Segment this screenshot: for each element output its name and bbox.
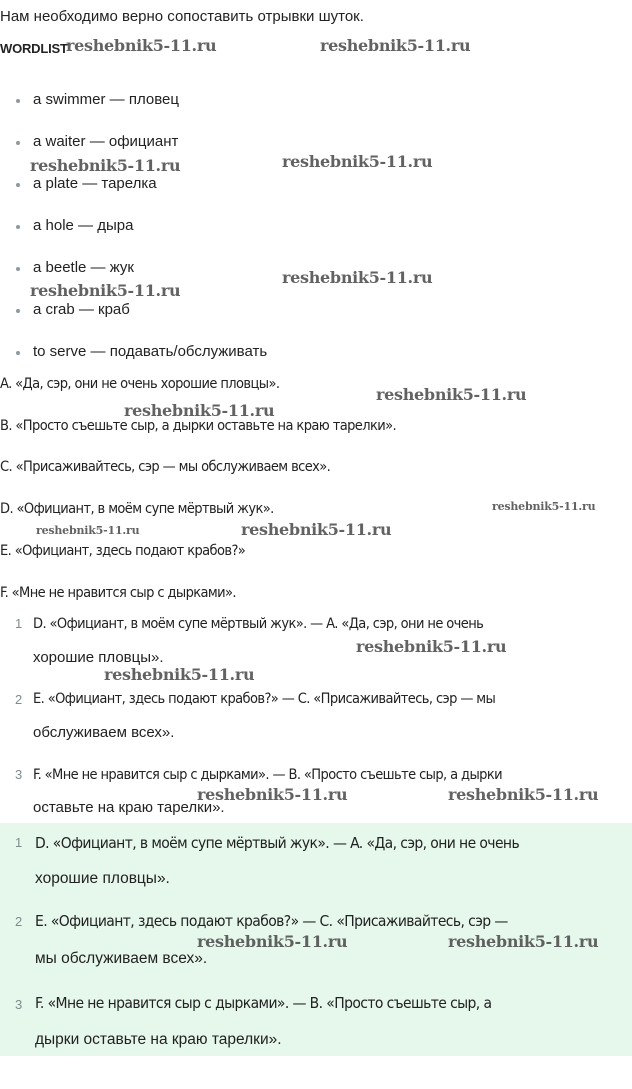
list-item: a beetle — жук <box>33 259 134 276</box>
answer-number: 2 <box>15 692 23 707</box>
watermark-text: reshebnik5-11.ru <box>197 785 348 804</box>
answer-3-line-2: оставьте на краю тарелки». <box>33 799 225 816</box>
final-answer-1-line-2: хорошие пловцы». <box>35 870 170 887</box>
watermark-text: reshebnik5-11.ru <box>197 932 348 951</box>
watermark-text: reshebnik5-11.ru <box>30 156 181 175</box>
option-c: C. «Присаживайтесь, сэр — мы обслуживаем всех». <box>0 459 331 475</box>
watermark-text: reshebnik5-11.ru <box>282 268 433 287</box>
answer-3-line-1: F. «Мне не нравится сыр с дырками». — B. «Просто съешьте сыр, а дырки <box>33 767 503 783</box>
option-a: A. «Да, сэр, они не очень хорошие пловцы». <box>0 376 280 392</box>
option-b: B. «Просто съешьте сыр, а дырки оставьте на краю тарелки». <box>0 418 397 434</box>
watermark-text: reshebnik5-11.ru <box>448 785 599 804</box>
watermark-text: reshebnik5-11.ru <box>104 665 255 684</box>
answer-number: 2 <box>15 914 23 929</box>
answer-number: 3 <box>15 997 23 1012</box>
watermark-text: reshebnik5-11.ru <box>241 520 392 539</box>
final-answer-2-line-1: E. «Официант, здесь подают крабов?» — C. «Присаживайтесь, сэр — <box>35 912 508 930</box>
answer-number: 1 <box>15 835 23 850</box>
final-answer-1-line-1: D. «Официант, в моём супе мёртвый жук». — A. «Да, сэр, они не очень <box>35 834 520 852</box>
list-item: a plate — тарелка <box>33 175 157 192</box>
bullet-icon <box>16 267 20 271</box>
watermark-text: reshebnik5-11.ru <box>320 36 471 55</box>
bullet-icon <box>16 183 20 187</box>
option-d: D. «Официант, в моём супе мёртвый жук». <box>0 501 274 517</box>
bullet-icon <box>16 309 20 313</box>
answer-2-line-2: обслуживаем всех». <box>33 724 175 741</box>
bullet-icon <box>16 141 20 145</box>
list-item: a swimmer — пловец <box>33 91 179 108</box>
option-f: F. «Мне не нравится сыр с дырками». <box>0 585 236 601</box>
list-item: a hole — дыра <box>33 217 134 234</box>
bullet-icon <box>16 225 20 229</box>
watermark-text: reshebnik5-11.ru <box>448 932 599 951</box>
watermark-text: reshebnik5-11.ru <box>492 500 596 513</box>
answer-1-line-1: D. «Официант, в моём супе мёртвый жук». — A. «Да, сэр, они не очень <box>33 616 484 632</box>
watermark-text: reshebnik5-11.ru <box>30 281 181 300</box>
list-item: to serve — подавать/обслуживать <box>33 343 268 360</box>
wordlist-label: WORDLIST <box>0 41 68 56</box>
list-item: a waiter — официант <box>33 133 179 150</box>
option-e: E. «Официант, здесь подают крабов?» <box>0 543 246 559</box>
intro-text: Нам необходимо верно сопоставить отрывки шуток. <box>0 8 364 25</box>
watermark-text: reshebnik5-11.ru <box>124 401 275 420</box>
final-answer-2-line-2: мы обслуживаем всех». <box>35 950 208 967</box>
answer-1-line-2: хорошие пловцы». <box>33 649 164 666</box>
answer-number: 3 <box>15 767 23 782</box>
bullet-icon <box>16 99 20 103</box>
final-answer-3-line-1: F. «Мне не нравится сыр с дырками». — B. «Просто съешьте сыр, а <box>35 994 492 1012</box>
answer-number: 1 <box>15 616 23 631</box>
watermark-text: reshebnik5-11.ru <box>66 36 217 55</box>
answer-2-line-1: E. «Официант, здесь подают крабов?» — C. «Присаживайтесь, сэр — мы <box>33 691 496 707</box>
bullet-icon <box>16 351 20 355</box>
final-answer-3-line-2: дырки оставьте на краю тарелки». <box>35 1031 282 1048</box>
watermark-text: reshebnik5-11.ru <box>376 385 527 404</box>
watermark-text: reshebnik5-11.ru <box>36 524 140 537</box>
watermark-text: reshebnik5-11.ru <box>282 152 433 171</box>
list-item: a crab — краб <box>33 301 130 318</box>
watermark-text: reshebnik5-11.ru <box>356 637 507 656</box>
